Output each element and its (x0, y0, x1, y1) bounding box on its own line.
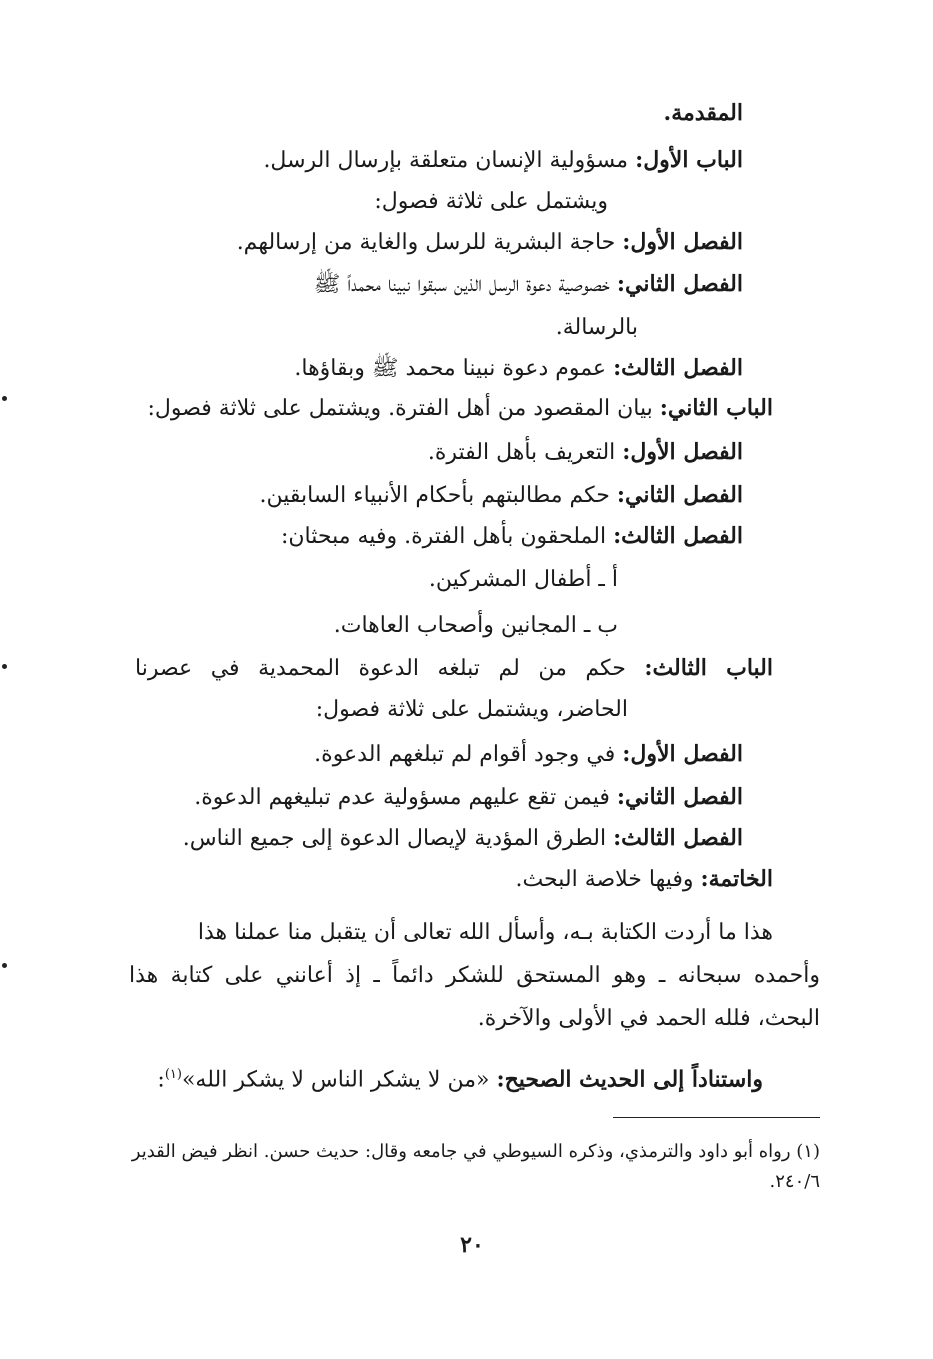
toc-part-1-chapter-3: الفصل الثالث: عموم دعوة نبينا محمد ﷺ وبقاؤها. (294, 355, 743, 381)
toc-part-label: الباب الأول: (635, 147, 743, 173)
toc-conclusion: الخاتمة: وفيها خلاصة البحث. (515, 866, 773, 892)
toc-part-2-chapter-1: الفصل الأول: التعريف بأهل الفترة. (427, 439, 743, 465)
footnote-line-1: (١) رواه أبو داود والترمذي، وذكره السيوطي في جامعه وقال: حديث حسن. انظر فيض القدير (131, 1141, 820, 1162)
toc-part-2-section-a: أ ـ أطفال المشركين. (428, 567, 618, 592)
toc-part-1-subtitle: ويشتمل على ثلاثة فصول: (374, 189, 608, 214)
scan-mark (2, 664, 7, 669)
hadith-line: واستناداً إلى الحديث الصحيح: «من لا يشكر الناس لا يشكر الله»$^{(١)}$: (157, 1066, 763, 1093)
toc-part-3-continued: الحاضر، ويشتمل على ثلاثة فصول: (315, 697, 628, 722)
toc-part-3-chapter-2: الفصل الثاني: فيمن تقع عليهم مسؤولية عدم تبليغهم الدعوة. (194, 784, 743, 810)
hadith-label: واستناداً إلى الحديث الصحيح: (496, 1066, 763, 1093)
toc-part-1-chapter-2: الفصل الثاني: خصوصية دعوة الرسل الذين سبقوا نبينا محمداً ﷺ (313, 271, 743, 297)
toc-part-1: الباب الأول: مسؤولية الإنسان متعلقة بإرسال الرسل. (263, 147, 743, 173)
toc-part-2-chapter-2: الفصل الثاني: حكم مطالبتهم بأحكام الأنبياء السابقين. (259, 482, 743, 508)
scan-mark (2, 396, 7, 401)
footnote-line-2: ٢٤٠/٦. (769, 1171, 820, 1192)
toc-intro: المقدمة. (663, 100, 743, 126)
hadith-quote: «من لا يشكر الناس لا يشكر الله» (181, 1067, 497, 1093)
page-number: ٢٠ (460, 1232, 484, 1258)
footnote-divider (613, 1117, 820, 1118)
closing-line-1: هذا ما أردت الكتابة بـه، وأسأل الله تعالى أن يتقبل منا عملنا هذا (197, 920, 773, 945)
toc-part-2: الباب الثاني: بيان المقصود من أهل الفترة. ويشتمل على ثلاثة فصول: (147, 395, 773, 421)
closing-line-3: البحث، فلله الحمد في الأولى والآخرة. (477, 1006, 820, 1031)
toc-part-3: الباب الثالث: حكم من لم تبلغه الدعوة المحمدية في عصرنا (135, 655, 773, 681)
scan-mark (2, 963, 7, 968)
toc-part-2-section-b: ب ـ المجانين وأصحاب العاهات. (333, 613, 618, 638)
toc-part-3-chapter-3: الفصل الثالث: الطرق المؤدية لإيصال الدعوة إلى جميع الناس. (182, 825, 743, 851)
toc-part-1-chapter-2-continued: بالرسالة. (555, 315, 638, 340)
closing-line-2: وأحمده سبحانه ـ وهو المستحق للشكر دائماً ـ إذ أعانني على كتابة هذا (129, 963, 820, 988)
footnote-reference: (١) (164, 1067, 182, 1082)
toc-part-3-chapter-1: الفصل الأول: في وجود أقوام لم تبلغهم الدعوة. (314, 741, 743, 767)
toc-part-1-chapter-1: الفصل الأول: حاجة البشرية للرسل والغاية من إرسالهم. (236, 229, 743, 255)
toc-part-2-chapter-3: الفصل الثالث: الملحقون بأهل الفترة. وفيه مبحثان: (280, 523, 743, 549)
